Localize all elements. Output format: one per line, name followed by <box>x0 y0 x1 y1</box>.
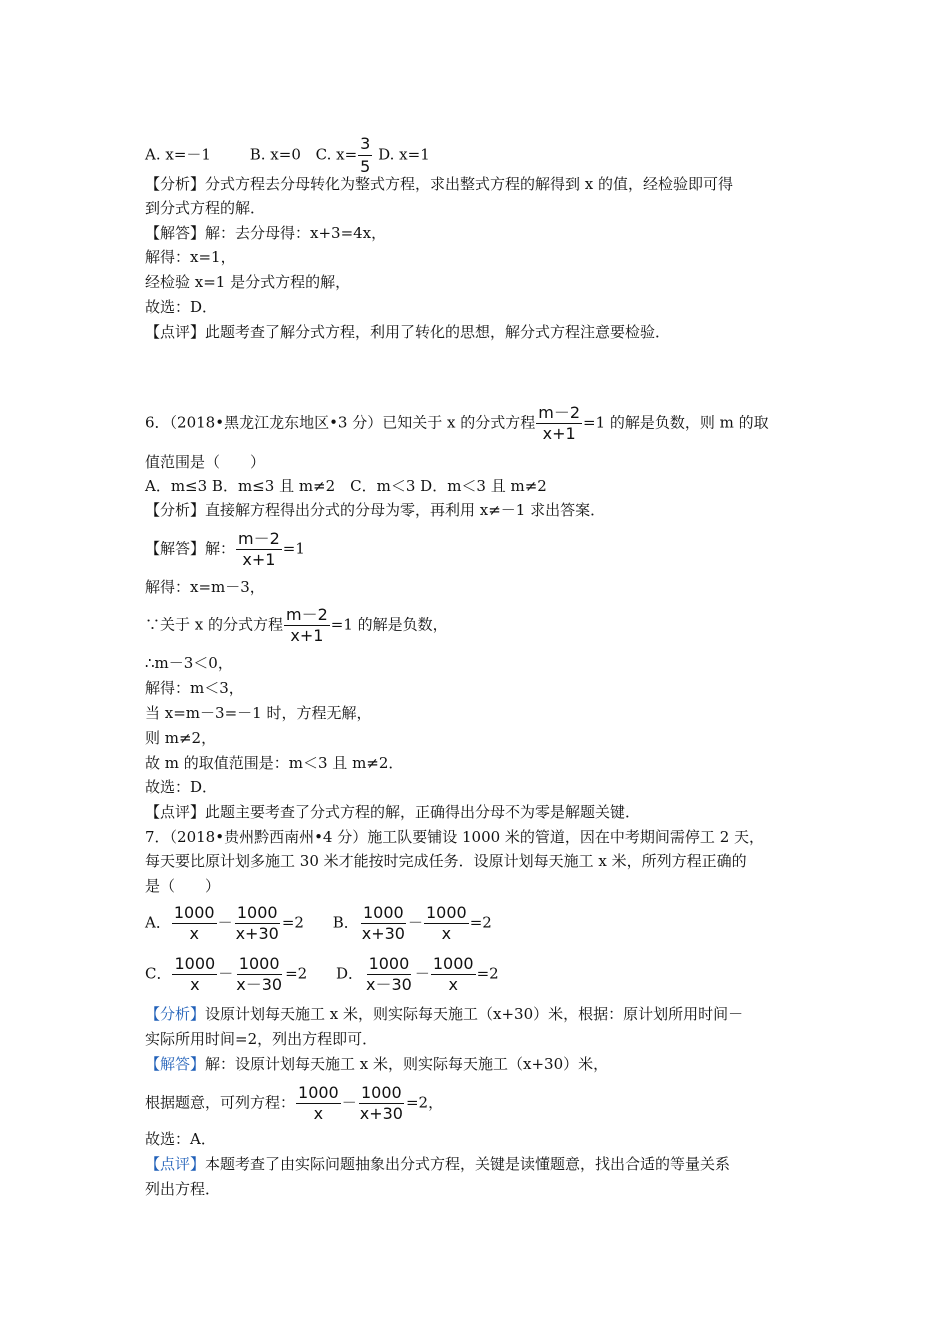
fraction-numerator: 1000 <box>363 903 404 922</box>
fraction <box>431 955 476 994</box>
q6-stem-fraction <box>536 404 582 443</box>
minus-sign: － <box>217 913 233 932</box>
q7-comment-tag: 【点评】 <box>145 1155 206 1173</box>
minus-sign: － <box>341 1093 357 1112</box>
q6-step-7: 故 m 的取值范围是：m＜3 且 m≠2． <box>145 754 404 772</box>
fraction <box>360 904 407 943</box>
fraction-numerator: 1000 <box>173 903 215 922</box>
q6-step-2-fraction <box>284 606 330 645</box>
q7-option-b <box>333 904 492 943</box>
q6-stem-line-2: 值范围是（ ） <box>145 453 266 471</box>
fraction <box>234 955 284 994</box>
q5-answer-line-2: 解得：x=1， <box>145 248 236 266</box>
q7-answer-tag: 【解答】 <box>145 1055 206 1073</box>
q7-answer-2-prefix: 根据题意，可列方程： <box>145 1093 296 1112</box>
q7-answer-text: 解：设原计划每天施工 x 米，则实际每天施工（x+30）米， <box>205 1055 609 1073</box>
q7-answer-2-suffix: =2， <box>405 1093 444 1112</box>
q5-answer-line-4: 故选：D． <box>145 298 218 316</box>
equals-two: =2 <box>476 964 499 983</box>
q7-analysis-line-1 <box>145 1004 743 1024</box>
q7-comment-text: 本题考查了由实际问题抽象出分式方程，关键是读懂题意，找出合适的等量关系 <box>205 1155 731 1173</box>
q7-stem-line-1: 7．（2018•贵州黔西南州•4 分）施工队要铺设 1000 米的管道，因在中考期间需停工 2 天， <box>145 828 765 846</box>
q5-options <box>145 134 430 177</box>
fraction-numerator: m－2 <box>286 605 328 624</box>
q5-comment: 【点评】此题考查了解分式方程，利用了转化的思想，解分式方程注意要检验． <box>145 323 671 341</box>
q6-answer-line-1 <box>145 530 305 569</box>
q6-step-2-text-b: =1 的解是负数， <box>330 615 448 634</box>
q6-step-4: 解得：m＜3， <box>145 679 244 697</box>
fraction-denominator: x <box>190 975 200 994</box>
fraction-numerator: 1000 <box>432 954 474 973</box>
fraction-denominator: x <box>441 924 452 943</box>
fraction-denominator: x+1 <box>242 550 276 569</box>
fraction-numerator: 3 <box>358 134 372 156</box>
q5-analysis-line-1: 【分析】分式方程去分母转化为整式方程，求出整式方程的解得到 x 的值，经检验即可得 <box>145 175 733 193</box>
fraction-denominator: x <box>448 975 458 994</box>
q7-options-row-1 <box>145 904 492 943</box>
q6-step-8: 故选：D． <box>145 778 218 796</box>
equals-two: =2 <box>469 913 492 932</box>
q6-answer-fraction <box>236 530 282 569</box>
fraction <box>172 904 217 943</box>
q6-comment: 【点评】此题主要考查了分式方程的解，正确得出分母不为零是解题关键． <box>145 803 641 821</box>
fraction-denominator: x <box>313 1104 324 1123</box>
fraction-numerator: 1000 <box>426 903 467 922</box>
fraction-numerator: 1000 <box>368 954 410 973</box>
q7-analysis-text: 设原计划每天施工 x 米，则实际每天施工（x+30）米，根据：原计划所用时间－ <box>205 1005 744 1023</box>
fraction <box>234 904 281 943</box>
q7-analysis-line-2: 实际所用时间=2，列出方程即可． <box>145 1030 378 1048</box>
q7-option-c <box>145 955 307 994</box>
q6-step-2 <box>145 606 448 645</box>
q6-answer-suffix: =1 <box>282 539 305 558</box>
fraction <box>358 1084 405 1123</box>
fraction-denominator: x+30 <box>359 1104 403 1123</box>
q6-stem-line-1 <box>145 404 769 443</box>
q6-answer-prefix: 【解答】解： <box>145 539 236 558</box>
fraction <box>364 955 414 994</box>
minus-sign: － <box>414 964 430 983</box>
q7-answer-line-1 <box>145 1054 608 1074</box>
q6-analysis: 【分析】直接解方程得出分式的分母为零，再利用 x≠－1 求出答案． <box>145 501 606 519</box>
q6-stem-text-b: =1 的解是负数，则 m 的取 <box>583 413 769 432</box>
q7-option-b-label: B． <box>332 913 359 932</box>
fraction-numerator: 1000 <box>361 1083 402 1102</box>
q6-step-1: 解得：x=m－3， <box>145 578 265 596</box>
minus-sign: － <box>218 964 234 983</box>
fraction-denominator: x+30 <box>235 924 279 943</box>
q5-option-c-fraction <box>358 134 372 177</box>
q5-analysis-line-2: 到分式方程的解． <box>145 199 266 217</box>
q7-answer-line-3: 故选：A． <box>145 1130 216 1148</box>
equals-two: =2 <box>285 964 308 983</box>
fraction-numerator: 1000 <box>236 903 278 922</box>
q6-step-3: ∴m－3＜0， <box>145 654 233 672</box>
q7-options-row-2 <box>145 955 499 994</box>
q6-stem-text-a: 6．（2018•黑龙江龙东地区•3 分）已知关于 x 的分式方程 <box>145 413 536 432</box>
fraction-denominator: x－30 <box>366 975 412 994</box>
q7-option-d-label: D． <box>335 964 363 983</box>
q7-stem-line-2: 每天要比原计划多施工 30 米才能按时完成任务．设原计划每天施工 x 米，所列方程正确的 <box>145 852 747 870</box>
fraction-numerator: 1000 <box>174 954 216 973</box>
fraction-numerator: m－2 <box>238 529 280 548</box>
q6-options: A．m≤3 B．m≤3 且 m≠2 C．m＜3 D．m＜3 且 m≠2 <box>145 477 547 495</box>
fraction <box>424 904 469 943</box>
fraction-numerator: m－2 <box>538 403 581 422</box>
fraction <box>172 955 217 994</box>
fraction-denominator: x+1 <box>290 626 324 645</box>
fraction-numerator: 1000 <box>298 1083 339 1102</box>
q7-comment-line-1 <box>145 1154 730 1174</box>
q6-step-5: 当 x=m－3=－1 时，方程无解， <box>145 704 372 722</box>
q7-answer-line-2 <box>145 1084 443 1123</box>
q7-stem-line-3: 是（ ） <box>145 877 221 895</box>
q5-option-b: B. x=0 <box>249 145 301 164</box>
fraction-numerator: 1000 <box>238 954 280 973</box>
fraction-denominator: 5 <box>360 157 371 176</box>
fraction-denominator: x－30 <box>236 975 283 994</box>
fraction <box>296 1084 341 1123</box>
q5-answer-line-3: 经检验 x=1 是分式方程的解， <box>145 273 351 291</box>
q5-option-d: D. x=1 <box>378 145 430 164</box>
equals-two: =2 <box>281 913 304 932</box>
q7-option-d <box>336 955 499 994</box>
q6-step-2-text-a: ∵关于 x 的分式方程 <box>145 615 283 634</box>
q7-option-a-label: A． <box>145 913 171 932</box>
q7-option-c-label: C． <box>145 964 172 983</box>
q7-analysis-tag: 【分析】 <box>145 1005 206 1023</box>
fraction-denominator: x+1 <box>542 424 576 443</box>
q6-step-6: 则 m≠2， <box>145 729 217 747</box>
minus-sign: － <box>407 913 423 932</box>
fraction-denominator: x+30 <box>361 924 405 943</box>
q5-option-a: A. x=－1 <box>145 145 211 164</box>
q5-option-c-prefix: C. x= <box>315 145 358 164</box>
q5-answer-line-1: 【解答】解：去分母得：x+3=4x， <box>145 224 387 242</box>
q7-option-a <box>145 904 304 943</box>
fraction-denominator: x <box>189 924 199 943</box>
q7-comment-line-2: 列出方程． <box>145 1180 221 1198</box>
